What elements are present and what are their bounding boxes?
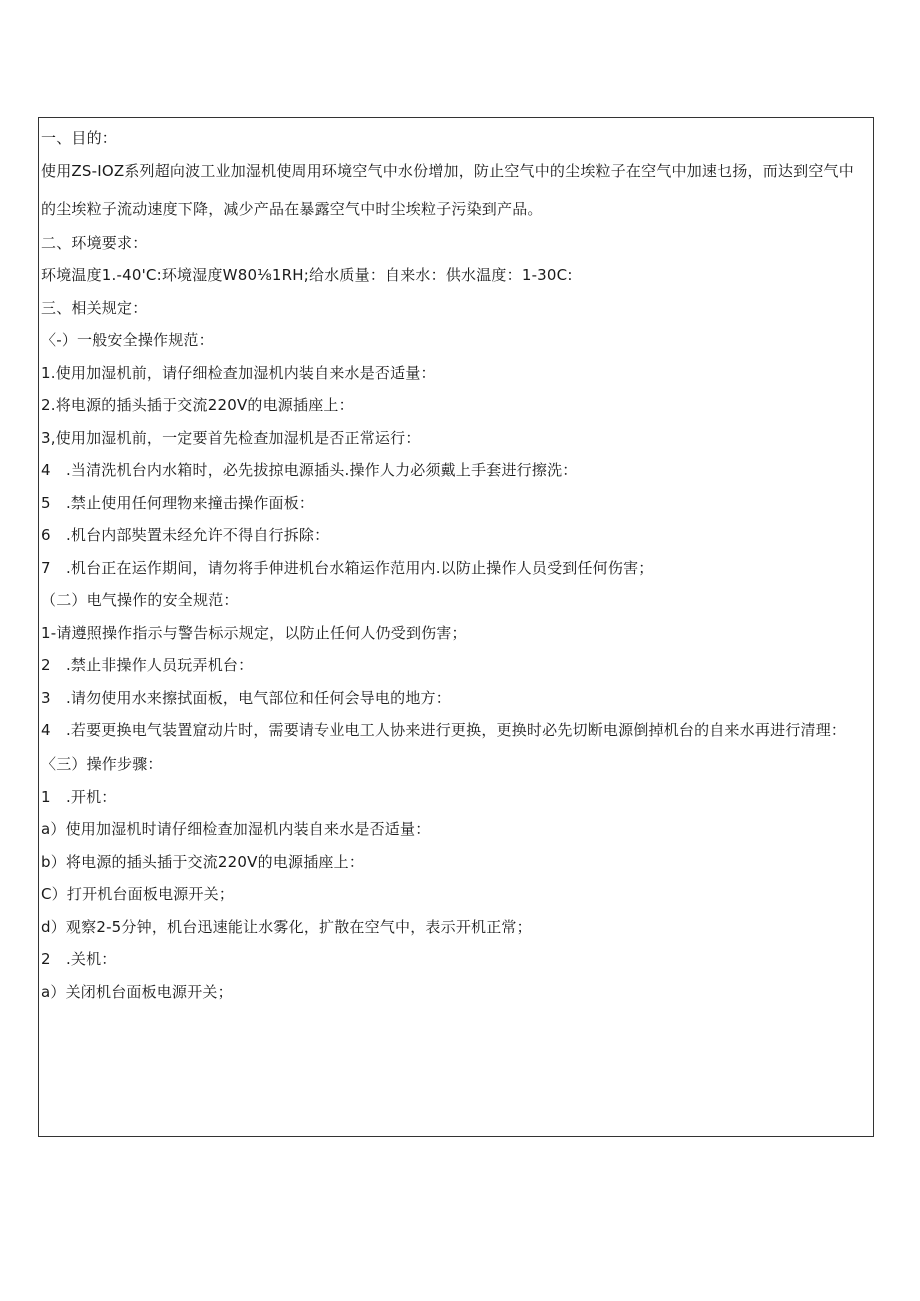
- step-power-off: 2 .关机：: [41, 950, 117, 968]
- power-off-step-a: a）关闭机台面板电源开关；: [41, 982, 233, 1001]
- subheading-general-safety: 〈-）一般安全操作规范：: [41, 331, 214, 349]
- power-on-step-c: C）打开机台面板电源开关；: [41, 885, 235, 903]
- heading-regulations: 三、相关规定：: [41, 298, 148, 317]
- general-safety-item-2: 2.将电源的插头插于交流220V的电源插座上：: [41, 396, 354, 414]
- power-on-step-a: a）使用加湿机时请仔细检查加湿机内装自来水是否适量：: [41, 820, 431, 838]
- environment-requirements: 环境温度1.-40'C:环境湿度W80⅛1RH;给水质量：自来水：供水温度：1-30C:: [41, 266, 573, 284]
- subheading-operation-steps: 〈三）操作步骤：: [41, 755, 163, 773]
- electrical-safety-item-2: 2 .禁止非操作人员玩弄机台：: [41, 656, 254, 674]
- power-on-step-d: d）观察2-5分钟，机台迅速能让水雾化，扩散在空气中，表示开机正常；: [41, 917, 532, 936]
- document-frame: [38, 117, 874, 1137]
- power-on-step-b: b）将电源的插头插于交流220V的电源插座上：: [41, 852, 365, 871]
- electrical-safety-item-4: 4 .若要更换电气装置窟动片时，需要请专业电工人协来进行更换，更换时必先切断电源倒掉机台的自来水再进行清理：: [41, 721, 847, 739]
- heading-environment: 二、环境要求：: [41, 233, 148, 252]
- purpose-paragraph: 使用ZS-IOZ系列超向波工业加湿机使周用环境空气中水份增加，防止空气中的尘埃粒子在空气中加速乜扬，而达到空气中的尘埃粒子流动速度下降，减少产品在暴露空气中时尘埃粒子污染到产品。: [41, 161, 854, 218]
- general-safety-item-3: 3,使用加湿机前，一定要首先检查加湿机是否正常运行：: [41, 428, 421, 447]
- general-safety-item-5: 5 .禁止使用任何理物来撞击操作面板：: [41, 493, 315, 512]
- general-safety-item-6: 6 .机台内部奘置未经允许不得自行拆除：: [41, 526, 330, 544]
- electrical-safety-item-3: 3 .请勿使用水来擦拭面板，电气部位和任何会导电的地方：: [41, 688, 451, 707]
- general-safety-item-4: 4 .当清洗机台内水箱时，必先拔掠电源插头.操作人力必须戴上手套进行擦洗：: [41, 461, 578, 479]
- heading-purpose: 一、目的：: [41, 129, 118, 147]
- step-power-on: 1 .开机：: [41, 787, 117, 806]
- subheading-electrical-safety: （二）电气操作的安全规范：: [41, 591, 239, 609]
- general-safety-item-7: 7 .机台正在运作期间，请勿将手伸进机台水箱运作范用内.以防止操作人员受到任何伤害；: [41, 558, 654, 577]
- electrical-safety-item-1: 1-请遵照操作指示与警告标示规定，以防止任何人仍受到伤害；: [41, 623, 467, 642]
- general-safety-item-1: 1.使用加湿机前，请仔细检查加湿机内装自来水是否适量：: [41, 363, 436, 382]
